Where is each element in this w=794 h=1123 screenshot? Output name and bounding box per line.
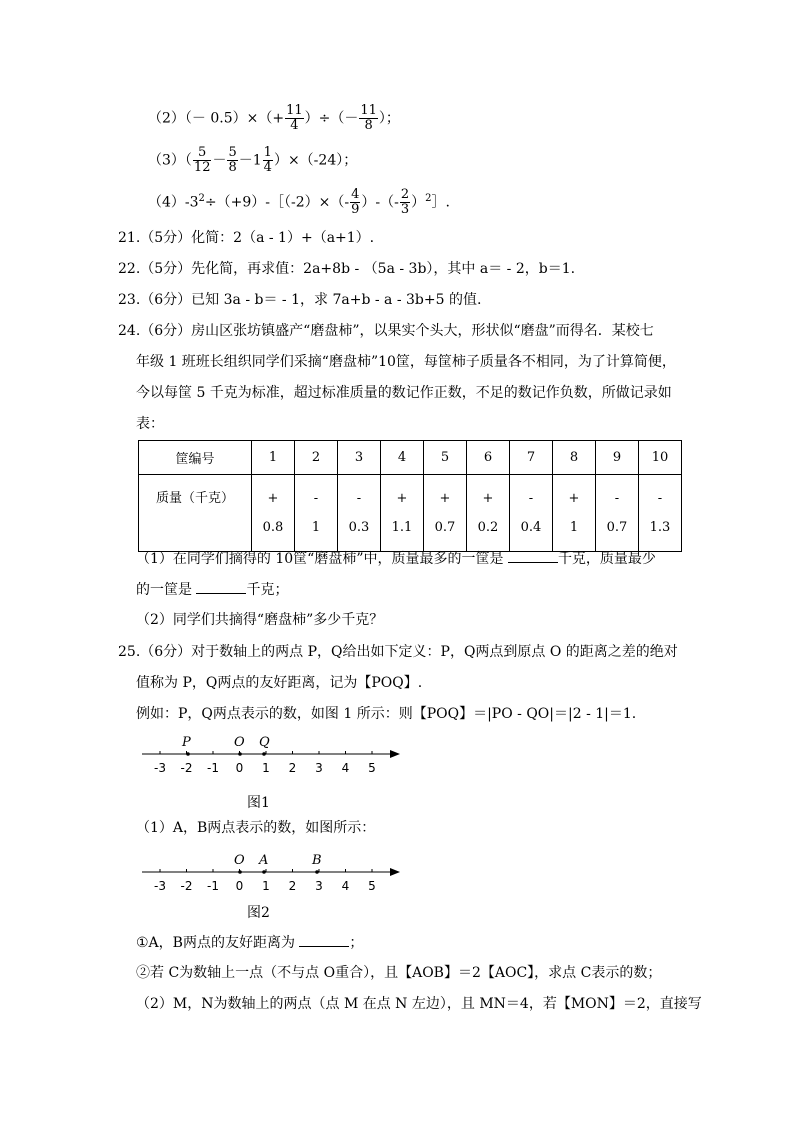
table-cell: - 0.3 [338, 475, 381, 552]
question-23: 23.（6分）已知 3a - b＝ - 1，求 7a+b - a - 3b+5 的值. [118, 292, 482, 308]
q20-part4: $(4)-3^2\div(+9)-[(-2)\times(-$ $\frac{4}{9}$ ）-（- $\frac{2}{3}$ ）$^2$］. [148, 187, 450, 217]
tick-label: -2 [180, 761, 193, 775]
table-cell: - 1 [295, 475, 338, 552]
answer-blank [299, 932, 349, 947]
q20-part3: （3）（ $\frac{5}{12}$ － $\frac{5}{8}$ －1 $\frac{1}{4}$ ）×（-24）； [148, 145, 358, 175]
label-b: B [312, 853, 322, 868]
table-header-cell: 质量（千克） [139, 475, 252, 552]
point-o [238, 870, 242, 874]
point-a [262, 870, 266, 874]
table-cell: + 0.2 [467, 475, 510, 552]
point-q [262, 752, 266, 756]
table-cell: - 0.7 [596, 475, 639, 552]
tick-label: -2 [180, 879, 193, 893]
question-25-line3: 例如：P，Q两点表示的数，如图 1 所示：则【POQ】＝|PO - QO|＝|2 - 1|＝1. [136, 706, 637, 722]
figure-1-caption: 图1 [247, 795, 270, 811]
question-24-line1: 24.（6分）房山区张坊镇盛产“磨盘柿”，以果实个头大，形状似“磨盘”而得名．某校七 [118, 323, 654, 339]
question-25-item1: ①A，B两点的友好距离为 ； [136, 932, 363, 953]
point-p [186, 752, 190, 756]
tick-label: 3 [315, 761, 323, 775]
table-cell: 5 [424, 441, 467, 475]
fraction: $\frac{11}{8}$ [360, 103, 377, 133]
tick-label: -1 [207, 879, 219, 893]
question-25-sub1: （1）A，B两点表示的数，如图所示： [136, 820, 376, 836]
tick-label: 1 [262, 761, 270, 775]
question-24-line4: 表： [136, 416, 164, 432]
label-a: A [259, 853, 269, 868]
question-25-line1: 25.（6分）对于数轴上的两点 P，Q给出如下定义：P，Q两点到原点 O 的距离之差的绝对 [118, 644, 678, 660]
tick-label: -3 [154, 879, 166, 893]
fraction: $\frac{5}{12}$ [193, 145, 211, 175]
table-row [139, 475, 682, 552]
figure-2-caption: 图2 [247, 905, 270, 921]
table-cell: 3 [338, 441, 381, 475]
table-header-cell: 筐编号 [139, 441, 252, 475]
table-cell: + 0.8 [252, 475, 295, 552]
question-25-item2: ②若 C为数轴上一点（不与点 O重合），且【AOB】＝2【AOC】，求点 C表示的数； [136, 965, 662, 981]
number-line-figure-2 [138, 848, 418, 898]
question-25-sub2: （2）M，N为数轴上的两点（点 M 在点 N 左边），且 MN＝4，若【MON】＝2，直接写 [136, 996, 702, 1012]
tick-label: 4 [341, 761, 350, 775]
table-cell: 1 [252, 441, 295, 475]
question-24-sub2: （2）同学们共摘得“磨盘柿”多少千克？ [136, 612, 384, 628]
point-b [315, 870, 319, 874]
tick-label: 2 [288, 879, 297, 893]
label-p: P [182, 735, 191, 750]
table-cell: 4 [381, 441, 424, 475]
basket-table [138, 440, 682, 552]
question-24-sub1-cont: 的一筐是 千克； [136, 579, 288, 600]
tick-label: 3 [315, 879, 323, 893]
answer-blank [196, 579, 246, 594]
tick-label: -3 [154, 761, 166, 775]
fraction: $\frac{4}{9}$ [351, 187, 360, 217]
label-o: O [234, 735, 245, 750]
table-cell: 10 [639, 441, 682, 475]
tick-label: 4 [341, 879, 350, 893]
table-cell: - 0.4 [510, 475, 553, 552]
tick-label: 1 [262, 879, 270, 893]
table-cell: 6 [467, 441, 510, 475]
question-25-line2: 值称为 P，Q两点的友好距离，记为【POQ】. [136, 675, 423, 691]
tick-label: 0 [235, 879, 244, 893]
table-cell: 7 [510, 441, 553, 475]
fraction: $\frac{11}{4}$ [286, 103, 303, 133]
table-cell: + 1 [553, 475, 596, 552]
label-o: O [234, 853, 245, 868]
question-24-line3: 今以每筐 5 千克为标准，超过标准质量的数记作正数，不足的数记作负数，所做记录如 [136, 385, 672, 401]
fraction: $\frac{2}{3}$ [400, 187, 410, 217]
question-21: 21.（5分）化简：2（a - 1）+（a+1）. [118, 230, 375, 246]
table-cell: - 1.3 [639, 475, 682, 552]
table-cell: + 0.7 [424, 475, 467, 552]
table-cell: 2 [295, 441, 338, 475]
fraction: $\frac{5}{8}$ [228, 145, 237, 175]
label-q: Q [259, 735, 270, 750]
table-cell: 8 [553, 441, 596, 475]
question-24-line2: 年级 1 班班长组织同学们采摘“磨盘柿”10筐，每筐柿子质量各不相同，为了计算简便， [136, 354, 676, 370]
question-22: 22.（5分）先化简，再求值：2a+8b - （5a - 3b），其中 a＝ - 2，b＝1. [118, 261, 576, 277]
number-line-figure-1 [138, 730, 418, 780]
tick-label: 5 [368, 879, 376, 893]
tick-label: 0 [235, 761, 244, 775]
tick-label: -1 [207, 761, 219, 775]
question-24-sub1: （1）在同学们摘得的 10筐“磨盘柿”中，质量最多的一筐是 千克，质量最少 [136, 548, 656, 569]
table-row [139, 441, 682, 475]
fraction: $\frac{1}{4}$ [263, 145, 272, 175]
table-cell: 9 [596, 441, 639, 475]
q20-part2: （2）（－ 0.5）×（+ $\frac{11}{4}$ ）÷（－ $\frac{11}{8}$ ）； [148, 103, 400, 133]
tick-label: 5 [368, 761, 376, 775]
table-cell: + 1.1 [381, 475, 424, 552]
tick-label: 2 [288, 761, 297, 775]
point-o [238, 752, 242, 756]
answer-blank [508, 548, 558, 563]
